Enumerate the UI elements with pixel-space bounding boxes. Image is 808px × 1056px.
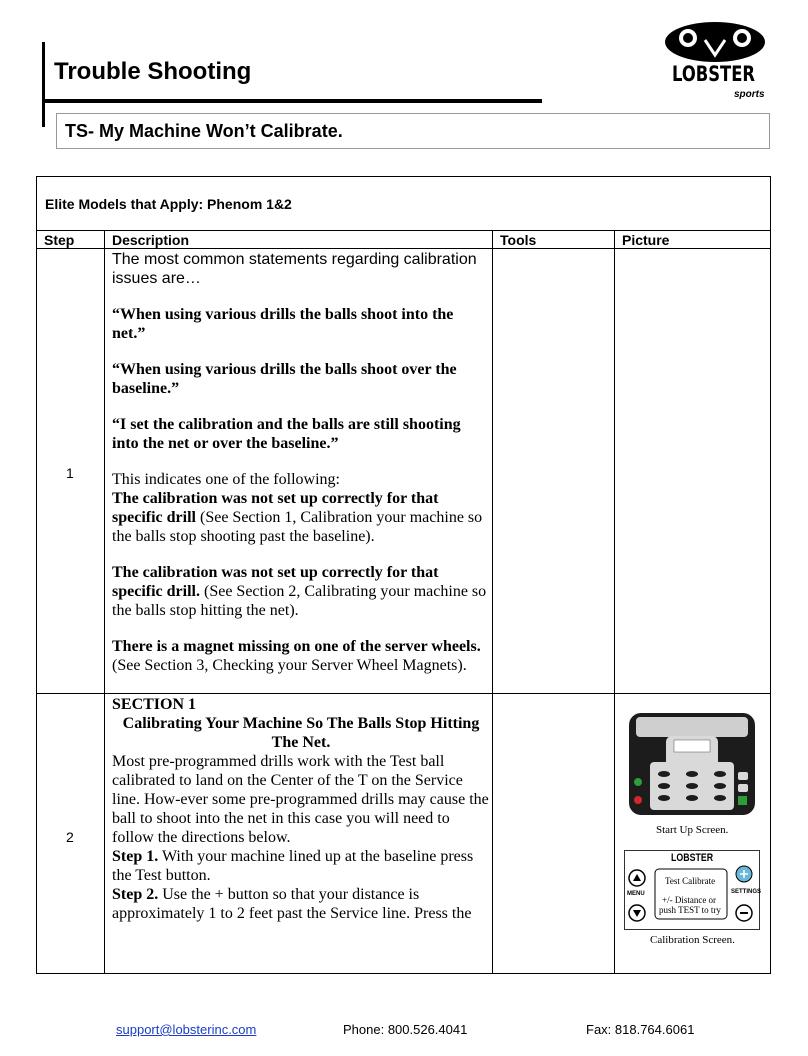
- column-rule: [492, 230, 493, 973]
- support-email-link[interactable]: support@lobsterinc.com: [116, 1022, 257, 1037]
- option-3: There is a magnet missing on one of the server wheels. (See Section 3, Checking your Server Wheel Magnets).: [112, 638, 481, 674]
- row1-description: [112, 250, 490, 675]
- header-step: Step: [44, 232, 75, 248]
- menu-label: MENU: [627, 891, 645, 897]
- intro-text: The most common statements regarding calibration issues are…: [112, 251, 477, 287]
- option-1: The calibration was not set up correctly for that specific drill (See Section 1, Calibration your machine so the balls stop shooting past the baseline).: [112, 490, 483, 545]
- section-title: Calibrating Your Machine So The Balls Stop Hitting The Net.: [122, 715, 480, 751]
- quote: “I set the calibration and the balls are still shooting into the net or over the baseline.”: [112, 416, 461, 452]
- start-up-caption: Start Up Screen.: [656, 824, 729, 836]
- screen-line: +/- Distance or: [662, 895, 717, 905]
- header-picture: Picture: [622, 232, 670, 248]
- table-rule: [37, 248, 770, 249]
- calibration-caption: Calibration Screen.: [650, 934, 735, 946]
- logo-subtext: sports: [734, 89, 765, 100]
- screen-line: push TEST to try: [659, 905, 721, 915]
- row2-description: [112, 695, 490, 923]
- table-rule: [37, 230, 770, 231]
- step-1: Step 1. With your machine lined up at the baseline press the Test button.: [112, 848, 474, 884]
- header-vertical-rule: [42, 42, 45, 127]
- section-body: Most pre-programmed drills work with the Test ball calibrated to land on the Center of the T on the Service line. How-ever some pre-programmed drills may cause the ball to shoot into the net in this case you will need to follow the directions below.: [112, 753, 489, 846]
- step-number: 1: [66, 465, 74, 481]
- column-rule: [104, 230, 105, 973]
- subtitle-box: [56, 113, 770, 149]
- subtitle: TS- My Machine Won’t Calibrate.: [65, 121, 343, 141]
- settings-label: SETTINGS: [731, 889, 762, 895]
- models-label: Elite Models that Apply: Phenom 1&2: [45, 196, 292, 212]
- section-label: SECTION 1: [112, 696, 197, 713]
- header-description: Description: [112, 232, 190, 248]
- screen-brand: LOBSTER: [671, 852, 714, 864]
- quote: “When using various drills the balls shoot into the net.”: [112, 306, 454, 342]
- option-2: The calibration was not set up correctly for that specific drill. (See Section 2, Calibrating your machine so the balls stop hitting the net).: [112, 564, 487, 619]
- control-panel-image: [628, 712, 756, 816]
- step-2: Step 2. Use the + button so that your distance is approximately 1 to 2 feet past the Service line. Press the: [112, 886, 472, 922]
- step-number: 2: [66, 829, 74, 845]
- column-rule: [614, 230, 615, 973]
- footer-fax: Fax: 818.764.6061: [586, 1022, 695, 1037]
- quote: “When using various drills the balls shoot over the baseline.”: [112, 361, 457, 397]
- header-horizontal-rule: [42, 99, 542, 103]
- page-title: Trouble Shooting: [54, 58, 252, 85]
- header-tools: Tools: [500, 232, 537, 248]
- screen-line: Test Calibrate: [665, 876, 716, 886]
- footer-phone: Phone: 800.526.4041: [343, 1022, 468, 1037]
- indicates-text: This indicates one of the following:: [112, 471, 340, 488]
- table-rule: [37, 693, 770, 694]
- logo-wordmark: LOBSTER: [672, 62, 756, 86]
- calibration-screen-image: [624, 850, 760, 930]
